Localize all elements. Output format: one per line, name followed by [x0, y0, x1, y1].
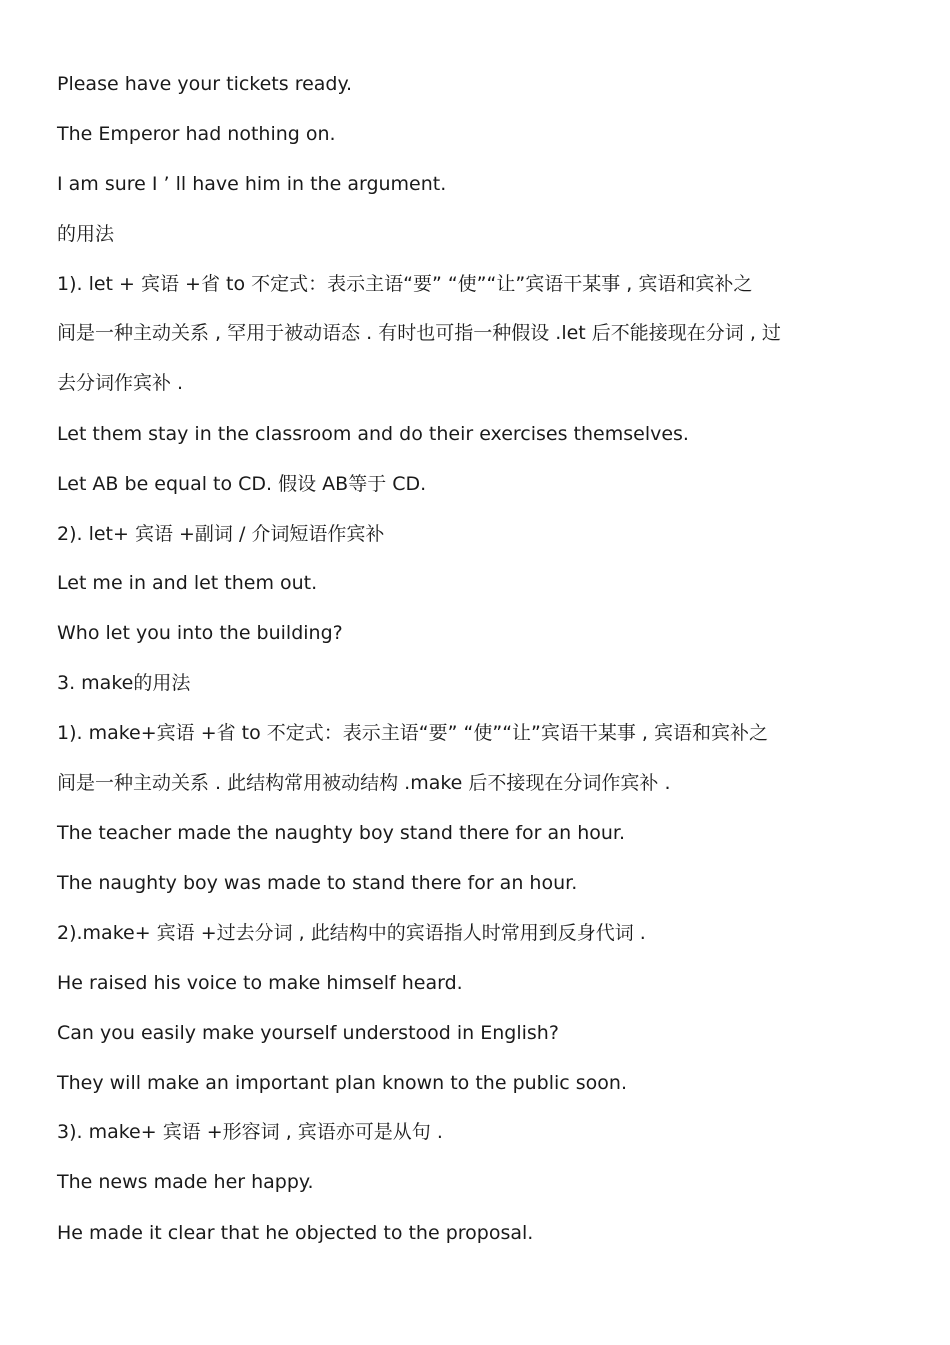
example-sentence: Let AB be equal to CD. 假设 AB等于 CD.: [57, 473, 427, 495]
text-line: 间是一种主动关系 . 此结构常用被动结构 .make 后不接现在分词作宾补 .: [57, 772, 671, 794]
text-line: 间是一种主动关系 , 罕用于被动语态 . 有时也可指一种假设 .let 后不能接现在分词 , 过: [57, 322, 781, 344]
text-line: 1). let + 宾语 +省 to 不定式：表示主语“要” “使”“让”宾语干某事 , 宾语和宾补之: [57, 273, 753, 295]
text-line: 1). make+宾语 +省 to 不定式：表示主语“要” “使”“让”宾语干某事 , 宾语和宾补之: [57, 722, 768, 744]
text-line: 去分词作宾补 .: [57, 372, 184, 394]
section-heading: 的用法: [57, 223, 115, 245]
text-line: Please have your tickets ready.: [57, 73, 353, 95]
section-heading: 3. make的用法: [57, 672, 191, 694]
example-sentence: The naughty boy was made to stand there for an hour.: [57, 872, 578, 894]
text-line: 3). make+ 宾语 +形容词 , 宾语亦可是从句 .: [57, 1121, 443, 1143]
example-sentence: The news made her happy.: [57, 1171, 314, 1193]
example-sentence: The teacher made the naughty boy stand there for an hour.: [57, 822, 626, 844]
example-sentence: They will make an important plan known to the public soon.: [57, 1072, 627, 1094]
text-line: The Emperor had nothing on.: [57, 123, 336, 145]
example-sentence: Let me in and let them out.: [57, 572, 318, 594]
text-line: 2). let+ 宾语 +副词 / 介词短语作宾补: [57, 523, 385, 545]
text-line: 2).make+ 宾语 +过去分词 , 此结构中的宾语指人时常用到反身代词 .: [57, 922, 646, 944]
example-sentence: Who let you into the building?: [57, 622, 343, 644]
example-sentence: Can you easily make yourself understood in English?: [57, 1022, 559, 1044]
example-sentence: Let them stay in the classroom and do their exercises themselves.: [57, 423, 689, 445]
example-sentence: He made it clear that he objected to the proposal.: [57, 1222, 534, 1244]
text-line: I am sure I ’ ll have him in the argument.: [57, 173, 447, 195]
example-sentence: He raised his voice to make himself heard.: [57, 972, 463, 994]
